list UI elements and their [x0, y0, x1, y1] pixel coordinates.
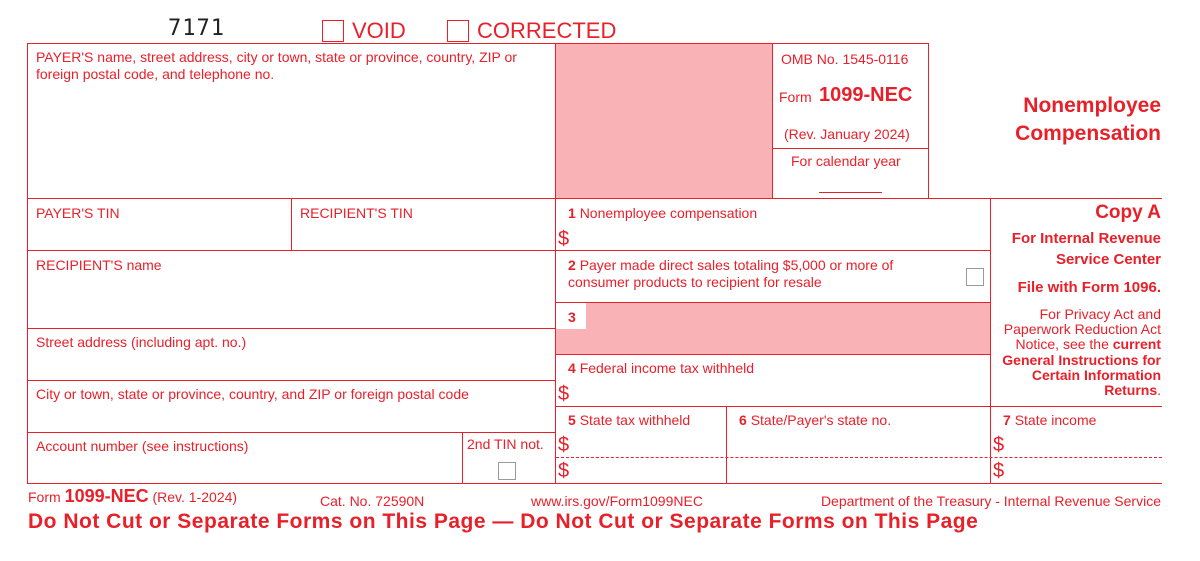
- privacy-line-6: [990, 383, 1161, 398]
- second-tin-checkbox[interactable]: [498, 462, 516, 480]
- box6-label: [739, 412, 891, 429]
- box7-label: [1003, 412, 1096, 429]
- irs-line-1: For Internal Revenue: [1011, 230, 1161, 247]
- row-divider-city: [27, 380, 555, 381]
- rev-date: (Rev. January 2024): [784, 126, 910, 142]
- privacy-line-3-text: Notice, see the: [1015, 336, 1113, 352]
- row-divider-state: [555, 406, 1162, 407]
- box1-dollar-sign: $: [558, 228, 570, 250]
- second-tin-label: 2nd TIN not.: [467, 436, 544, 452]
- title-line-2: Compensation: [1015, 122, 1161, 145]
- form-bottom-border: [27, 483, 1162, 484]
- box4-dollar-sign: $: [558, 383, 570, 405]
- footer-form-id: [28, 488, 237, 506]
- box2-number: 2: [568, 257, 576, 273]
- box7-number: 7: [1003, 412, 1011, 428]
- box3-number: 3: [568, 309, 576, 325]
- shaded-area-top: [556, 44, 772, 198]
- box5-dollar-sign-1: $: [558, 434, 570, 456]
- payer-block-label: PAYER'S name, street address, city or town, state or province, country, ZIP or foreign postal code, and telephone no.: [36, 49, 517, 82]
- form-code: 7171: [168, 16, 225, 41]
- box2-label: [568, 257, 948, 291]
- box6-text: State/Payer's state no.: [750, 412, 892, 428]
- street-address-label: Street address (including apt. no.): [36, 334, 247, 350]
- box1-text: Nonemployee compensation: [579, 205, 758, 221]
- footer-rev: (Rev. 1-2024): [152, 489, 238, 505]
- box6-number: 6: [739, 412, 747, 428]
- void-checkbox[interactable]: [322, 20, 344, 42]
- box7-text: State income: [1014, 412, 1097, 428]
- row-divider-box4: [555, 354, 991, 355]
- form-name: 1099-NEC: [819, 84, 913, 106]
- irs-line-2: Service Center: [1055, 251, 1161, 268]
- privacy-line-2: Paperwork Reduction Act: [1003, 321, 1161, 337]
- box1-label: [568, 205, 757, 222]
- box4-number: 4: [568, 360, 576, 376]
- privacy-line-5: Certain Information: [1031, 367, 1161, 383]
- calendar-year-blank[interactable]: [819, 192, 882, 193]
- recipient-tin-label: RECIPIENT'S TIN: [300, 205, 413, 221]
- privacy-current: current: [1112, 336, 1161, 352]
- title-line-1: Nonemployee: [1023, 94, 1161, 117]
- payer-tin-label: PAYER'S TIN: [36, 205, 120, 221]
- top-right-border: [928, 43, 929, 199]
- form-word: Form: [779, 89, 812, 105]
- account-number-label: Account number (see instructions): [36, 438, 249, 454]
- shaded-area-box3: [586, 303, 990, 354]
- corrected-label: CORRECTED: [477, 18, 617, 43]
- second-tin-divider: [462, 432, 463, 484]
- form-left-border: [27, 43, 28, 484]
- box4-text: Federal income tax withheld: [579, 360, 754, 376]
- row-divider-tin: [27, 198, 1162, 199]
- footer-cat-number: Cat. No. 72590N: [320, 493, 425, 509]
- box4-label: [568, 360, 754, 377]
- box1-number: 1: [568, 205, 576, 221]
- state-row-dashed-divider: [556, 457, 1162, 458]
- corrected-checkbox[interactable]: [447, 20, 469, 42]
- city-label: City or town, state or province, country, and ZIP or foreign postal code: [36, 386, 469, 402]
- row-divider-account: [27, 432, 555, 433]
- footer-form-name: 1099-NEC: [64, 486, 149, 506]
- box5-text: State tax withheld: [579, 412, 691, 428]
- copy-a-label: Copy A: [1095, 202, 1161, 223]
- privacy-line-4: General Instructions for: [1002, 352, 1161, 368]
- privacy-line-1: For Privacy Act and: [1039, 306, 1161, 322]
- omb-divider: [772, 43, 773, 199]
- box6-divider: [990, 406, 991, 484]
- calendar-year-label: For calendar year: [791, 153, 901, 169]
- privacy-line-3: [990, 337, 1161, 352]
- form-top-border: [27, 43, 929, 44]
- box2-checkbox[interactable]: [966, 268, 984, 286]
- calendar-year-divider: [772, 148, 929, 149]
- footer-url[interactable]: www.irs.gov/Form1099NEC: [531, 493, 703, 509]
- box5-number: 5: [568, 412, 576, 428]
- box7-dollar-sign-2: $: [993, 460, 1005, 482]
- row-divider-street: [27, 328, 555, 329]
- box5-divider: [726, 406, 727, 484]
- privacy-returns: Returns: [1104, 382, 1158, 398]
- footer-form-word: Form: [28, 489, 61, 505]
- do-not-cut-banner: Do Not Cut or Separate Forms on This Page — Do Not Cut or Separate Forms on This Page: [28, 510, 979, 533]
- recipient-name-label: RECIPIENT'S name: [36, 257, 162, 273]
- omb-number: OMB No. 1545-0116: [781, 51, 909, 67]
- void-label: VOID: [352, 18, 406, 43]
- file-with-1096: File with Form 1096.: [1017, 279, 1161, 296]
- box5-dollar-sign-2: $: [558, 460, 570, 482]
- box2-text: Payer made direct sales totaling $5,000 or more of consumer products to recipient for resale: [568, 257, 894, 290]
- row-divider-recipient: [27, 250, 991, 251]
- box5-label: [568, 412, 690, 429]
- footer-department: Department of the Treasury - Internal Revenue Service: [820, 493, 1161, 509]
- privacy-period: .: [1157, 382, 1161, 398]
- shaded-area-box3-lower: [556, 329, 586, 354]
- box7-dollar-sign-1: $: [993, 434, 1005, 456]
- tin-divider: [291, 198, 292, 251]
